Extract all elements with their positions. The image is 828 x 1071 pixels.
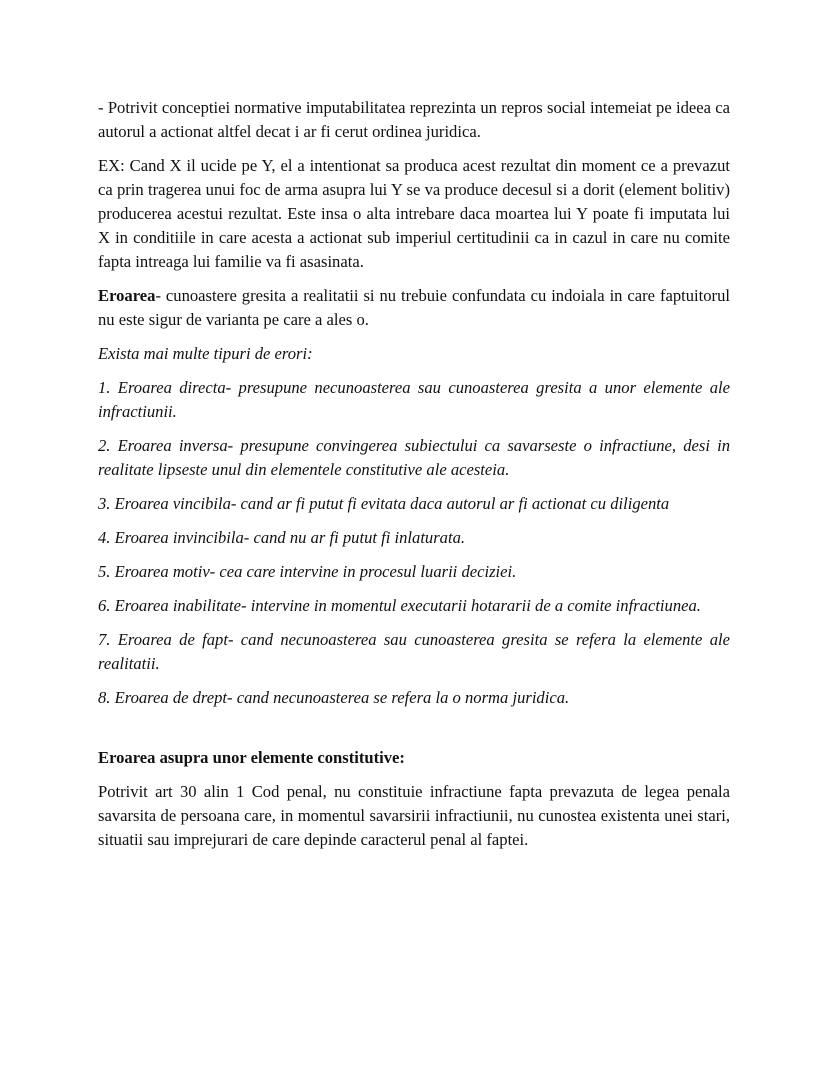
error-definition-text: - cunoastere gresita a realitatii si nu trebuie confundata cu indoiala in care faptuitorul nu este sigur de varianta pe care a ales o. <box>98 286 730 329</box>
error-type-item-8: 8. Eroarea de drept- cand necunoasterea se refera la o norma juridica. <box>98 688 570 707</box>
section-heading: Eroarea asupra unor elemente constitutive: <box>98 748 405 767</box>
document-page <box>98 96 730 862</box>
error-type-item-4: 4. Eroarea invincibila- cand nu ar fi putut fi inlaturata. <box>98 528 466 547</box>
error-type-item-5: 5. Eroarea motiv- cea care intervine in procesul luarii deciziei. <box>98 562 517 581</box>
intro-paragraph: - Potrivit conceptiei normative imputabilitatea reprezinta un repros social intemeiat pe ideea ca autorul a actionat altfel decat i ar fi cerut ordinea juridica. <box>98 98 730 141</box>
section-spacer <box>98 720 730 746</box>
error-types-intro: Exista mai multe tipuri de erori: <box>98 344 313 363</box>
error-definition-paragraph <box>98 284 730 332</box>
error-definition-term: Eroarea <box>98 286 156 305</box>
section-paragraph: Potrivit art 30 alin 1 Cod penal, nu constituie infractiune fapta prevazuta de legea penala savarsita de persoana care, in momentul savarsirii infractiunii, nu cunostea existenta unei stari, situatii sau imprejurari de care depinde caracterul penal al faptei. <box>98 782 730 849</box>
example-paragraph: EX: Cand X il ucide pe Y, el a intentionat sa produca acest rezultat din moment ce a prevazut ca prin tragerea unui foc de arma asupra lui Y se va produce decesul si a dorit (element bolitiv) producerea acestui rezultat. Este insa o alta intrebare daca moartea lui Y poate fi imputata lui X in conditiile in care acesta a actionat sub imperiul certitudinii ca in cazul in care nu comite fapta intreaga lui familie va fi asasinata. <box>98 156 730 271</box>
error-type-item-7: 7. Eroarea de fapt- cand necunoasterea sau cunoasterea gresita se refera la elemente ale realitatii. <box>98 630 730 673</box>
error-type-item-1: 1. Eroarea directa- presupune necunoasterea sau cunoasterea gresita a unor elemente ale infractiunii. <box>98 378 730 421</box>
error-type-item-2: 2. Eroarea inversa- presupune convingerea subiectului ca savarseste o infractiune, desi in realitate lipseste unul din elementele constitutive ale acesteia. <box>98 436 730 479</box>
error-type-item-3: 3. Eroarea vincibila- cand ar fi putut fi evitata daca autorul ar fi actionat cu diligenta <box>98 494 670 513</box>
error-type-item-6: 6. Eroarea inabilitate- intervine in momentul executarii hotararii de a comite infractiunea. <box>98 596 701 615</box>
